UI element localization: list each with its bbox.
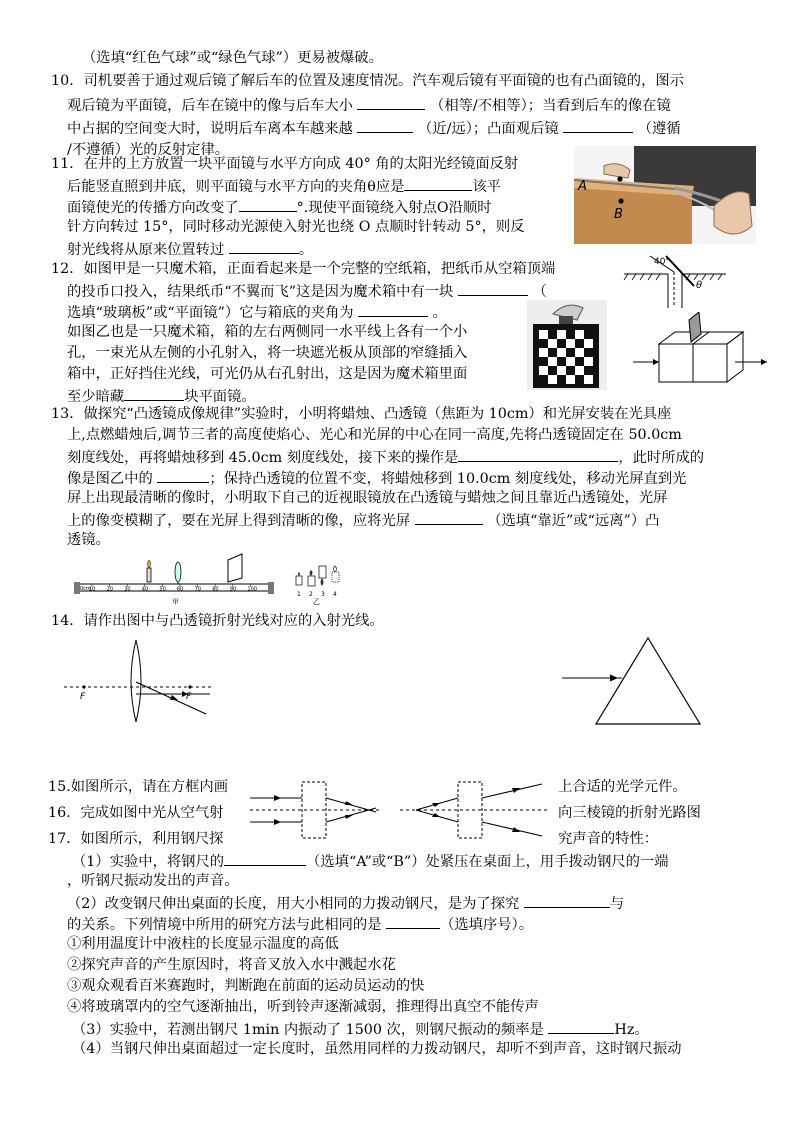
q12-line2: 的投币口投入，结果纸币“不翼而飞”这是因为魔术箱中有一块 （ [67, 281, 547, 301]
q9-tail: （选填“红色气球”或“绿色气球”）更易被爆破。 [82, 50, 383, 66]
q10-line3: 中占据的空间变大时，说明后车离本车越来越 （近/远）；凸面观后镜 （遵循 [67, 118, 681, 138]
q13-line1: 13．做探究“凸透镜成像规律”实验时，小明将蜡烛、凸透镜（焦距为 10cm）和光屏安装在光具座 [51, 406, 672, 422]
q13-line7: 透镜。 [67, 532, 110, 548]
answer-blank[interactable] [224, 851, 306, 866]
magic-box-yi [633, 312, 767, 384]
optical-element-boxes [250, 774, 555, 840]
q12-line3: 选填“玻璃板”或“平面镜”）它与箱底的夹角为 。 [67, 302, 447, 322]
q17-right: 究声音的特性： [558, 831, 659, 847]
focal-point-right: F [186, 692, 192, 702]
convex-lens-diagram [64, 636, 222, 726]
bench-tick-label: 90 [229, 586, 237, 593]
q12-line7: 至少暗藏 块平面镜。 [67, 386, 256, 406]
answer-blank[interactable] [386, 914, 440, 929]
image-options-yi [296, 566, 339, 586]
q12-line4: 如图乙也是一只魔术箱，箱的左右两侧同一水平线上各有一个小 [67, 324, 468, 340]
prism-diagram [560, 636, 702, 728]
q11-line2: 后能竖直照到井底，则平面镜与水平方向的夹角θ应是 该平 [67, 176, 501, 196]
q14-line1: 14．请作出图中与凸透镜折射光线对应的入射光线。 [51, 613, 384, 629]
q13-line6: 上的像变模糊了，要在光屏上得到清晰的像，应将光屏 （选填“靠近”或“远离”）凸 [67, 510, 659, 530]
q15-right: 上合适的光学元件。 [558, 779, 687, 795]
well-theta-label: θ [696, 280, 703, 291]
q10-line2: 观后镜为平面镜，后车在镜中的像与后车大小 （相等/不相等）；当看到后车的像在镜 [67, 95, 671, 115]
q17-2-line1: （2）改变钢尺伸出桌面的长度，用大小相同的力拨动钢尺，是为了探究 与 [67, 893, 624, 913]
bench-unit-label: 0cm [80, 586, 91, 592]
answer-blank[interactable] [124, 386, 184, 401]
image-option-labels [297, 591, 337, 598]
q17-option-2: ②探究声音的产生原因时，将音叉放入水中溅起水花 [67, 957, 396, 973]
q15-left: 15.如图所示，请在方框内画 [48, 779, 229, 795]
image-option-label: 2 [309, 591, 313, 598]
bench-tick-label: 20 [106, 586, 113, 593]
q10-line1: 10．司机要善于通过观后镜了解后车的位置及速度情况。汽车观后镜有平面镜的也有凸面镜的，图示 [51, 73, 684, 89]
q13-line4: 像是图乙中的 ；保持凸透镜的位置不变，将蜡烛移到 10.0cm 刻度线处，移动光屏直到光 [67, 468, 686, 488]
answer-blank[interactable] [239, 197, 297, 212]
image-option-label: 3 [321, 591, 325, 598]
answer-blank[interactable] [458, 281, 528, 296]
q11-line1: 11．在井的上方放置一块平面镜与水平方向成 40° 角的太阳光经镜面反射 [51, 156, 519, 172]
answer-blank[interactable] [415, 510, 483, 525]
q11-line3: 面镜使光的传播方向改变了 °.现使平面镜绕入射点O沿顺时 [67, 197, 492, 217]
box-right [400, 782, 550, 838]
answer-blank[interactable] [563, 118, 633, 133]
q12-line6: 箱中，正好挡住光线，可光仍从右孔射出，这是因为魔术箱里面 [67, 366, 468, 382]
q12-line5: 孔，一束光从左侧的小孔射入，将一块遮光板从顶部的窄缝插入 [67, 345, 468, 361]
ruler-point-b: B [614, 207, 623, 222]
answer-blank[interactable] [458, 447, 618, 462]
answer-blank[interactable] [404, 176, 472, 191]
q17-option-4: ④将玻璃罩内的空气逐渐抽出，听到铃声逐渐减弱，推理得出真空不能传声 [67, 999, 539, 1015]
image-option-label: 1 [297, 591, 301, 598]
q17-1-line1: （1）实验中，将钢尺的 （选填“A”或“B”）处紧压在桌面上，用手拨动钢尺的一端 [72, 851, 669, 871]
well-mirror-diagram [620, 252, 728, 308]
bench-tick-label: 100 [247, 586, 257, 593]
bench-tick-label: 60 [177, 586, 184, 593]
bench-label-jia: 甲 [172, 598, 179, 606]
q10-line4: /不遵循）光的反射定律。 [67, 142, 230, 158]
q13-line3: 刻度线处，再将蜡烛移到 45.0cm 刻度线处，接下来的操作是 ，此时所成的 [67, 447, 704, 467]
convex-lens-icon [175, 562, 181, 584]
q17-1-line2: ，听钢尺振动发出的声音。 [67, 873, 239, 889]
steel-ruler-photo [574, 146, 756, 244]
light-screen-icon [228, 554, 242, 582]
q17-option-3: ③观众观看百米赛跑时，判断跑在前面的运动员运动的快 [67, 978, 425, 994]
q13-line5: 屏上出现最清晰的像时，小明取下自己的近视眼镜放在凸透镜与蜡烛之间且靠近凸透镜处，光屏 [67, 490, 668, 506]
bench-label-yi: 乙 [313, 598, 320, 606]
answer-blank[interactable] [357, 118, 413, 133]
bench-tick-label: 40 [141, 586, 149, 593]
bench-tick-label: 30 [124, 586, 131, 593]
bench-tick-label: 70 [194, 586, 201, 593]
candle-icon [147, 560, 151, 582]
answer-blank[interactable] [229, 239, 299, 254]
focal-point-left: F [80, 692, 86, 702]
q17-3-line: （3）实验中，若测出钢尺 1min 内振动了 1500 次，则钢尺振动的频率是 Hz。 [72, 1019, 649, 1039]
q13-line2: 上,点燃蜡烛后,调节三者的高度使焰心、光心和光屏的中心在同一高度,先将凸透镜固定在 50.0cm [67, 427, 682, 443]
ruler-point-a: A [578, 179, 587, 194]
bench-tick-label: 10 [89, 586, 96, 593]
answer-blank[interactable] [358, 302, 428, 317]
q12-line1: 12．如图甲是一只魔术箱，正面看起来是一个完整的空纸箱，把纸币从空箱顶端 [51, 261, 556, 277]
q17-option-1: ①利用温度计中液柱的长度显示温度的高低 [67, 936, 339, 952]
q16-left: 16．完成如图中光从空气射 [48, 805, 224, 821]
answer-blank[interactable] [357, 95, 425, 110]
answer-blank[interactable] [157, 468, 209, 483]
q11-line5: 射光线将从原来位置转过 。 [67, 239, 313, 259]
answer-blank[interactable] [548, 1019, 614, 1034]
image-option-label: 4 [333, 591, 337, 598]
q17-4-line: （4）当钢尺伸出桌面超过一定长度时，虽然用同样的力拨动钢尺，却听不到声音，这时钢尺振动 [72, 1041, 682, 1057]
q11-line4: 针方向转过 15°，同时移动光源使入射光也绕 O 点顺时针转动 5°，则反 [67, 219, 525, 235]
well-angle-label: 40° [654, 257, 670, 267]
magic-box-jia [527, 300, 607, 390]
bench-tick-label: 80 [212, 586, 219, 593]
q17-2-line2: 的关系。下列情境中所用的研究方法与此相同的是 （选填序号）。 [67, 914, 533, 934]
optical-bench [72, 548, 348, 606]
box-left [250, 782, 380, 838]
bench-tick-label: 50 [159, 586, 166, 593]
q16-right: 向三棱镜的折射光路图 [558, 805, 701, 821]
q17-left: 17．如图所示，利用钢尺探 [48, 831, 224, 847]
answer-blank[interactable] [524, 893, 610, 908]
